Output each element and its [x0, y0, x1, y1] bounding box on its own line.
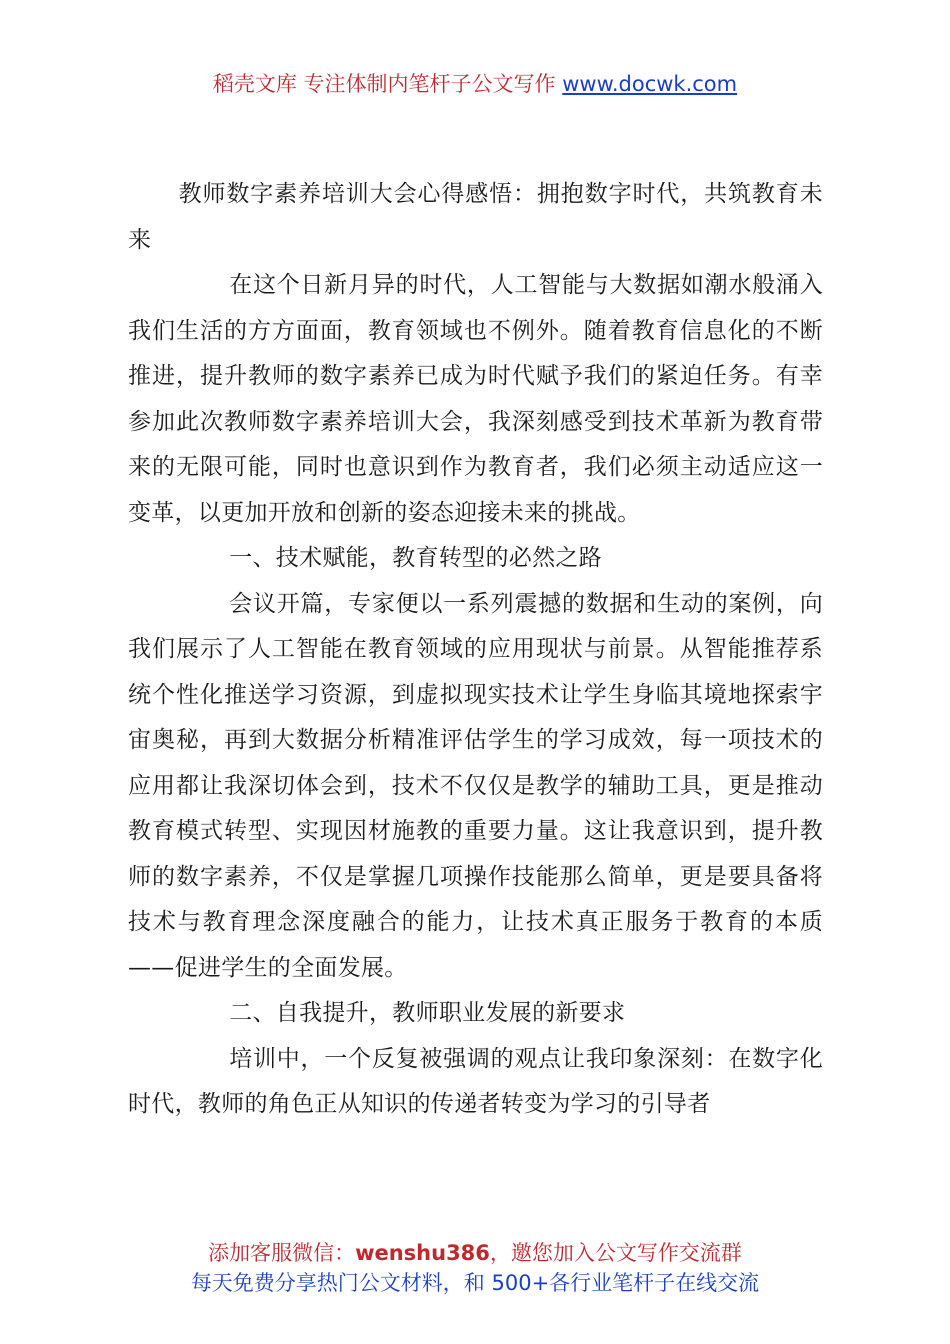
section-1-heading: 一、技术赋能，教育转型的必然之路	[229, 545, 602, 571]
page-header	[0, 68, 950, 100]
page-footer	[0, 1238, 950, 1298]
document-body	[128, 172, 823, 1128]
footer-contact-line	[0, 1238, 950, 1268]
footer-promo-line: 每天免费分享热门公文材料，和 500+各行业笔杆子在线交流	[190, 1271, 760, 1295]
document-title: 教师数字素养培训大会心得感悟：拥抱数字时代，共筑教育未来	[128, 181, 823, 253]
header-text: 稻壳文库 专注体制内笔杆子公文写作	[212, 72, 556, 96]
section-2-paragraph: 培训中，一个反复被强调的观点让我印象深刻：在数字化时代，教师的角色正从知识的传递者转变为学习的引导者	[128, 1045, 823, 1117]
section-1-paragraph: 会议开篇，专家便以一系列震撼的数据和生动的案例，向我们展示了人工智能在教育领域的应用现状与前景。从智能推荐系统个性化推送学习资源，到虚拟现实技术让学生身临其境地探索宇宙奥秘，再到大数据分析精准评估学生的学习成效，每一项技术的应用都让我深切体会到，技术不仅仅是教学的辅助工具，更是推动教育模式转型、实现因材施教的重要力量。这让我意识到，提升教师的数字素养，不仅是掌握几项操作技能那么简单，更是要具备将技术与教育理念深度融合的能力，让技术真正服务于教育的本质——促进学生的全面发展。	[128, 590, 823, 981]
section-2-heading: 二、自我提升，教师职业发展的新要求	[229, 1000, 626, 1026]
footer-suffix: ，邀您加入公文写作交流群	[489, 1241, 742, 1265]
wechat-id: wenshu386	[355, 1241, 490, 1265]
site-link[interactable]: www.docwk.com	[562, 72, 738, 96]
footer-prefix: 添加客服微信：	[208, 1241, 356, 1265]
intro-paragraph: 在这个日新月异的时代，人工智能与大数据如潮水般涌入我们生活的方方面面，教育领域也不例外。随着教育信息化的不断推进，提升教师的数字素养已成为时代赋予我们的紧迫任务。有幸参加此次教师数字素养培训大会，我深刻感受到技术革新为教育带来的无限可能，同时也意识到作为教育者，我们必须主动适应这一变革，以更加开放和创新的姿态迎接未来的挑战。	[128, 272, 823, 526]
